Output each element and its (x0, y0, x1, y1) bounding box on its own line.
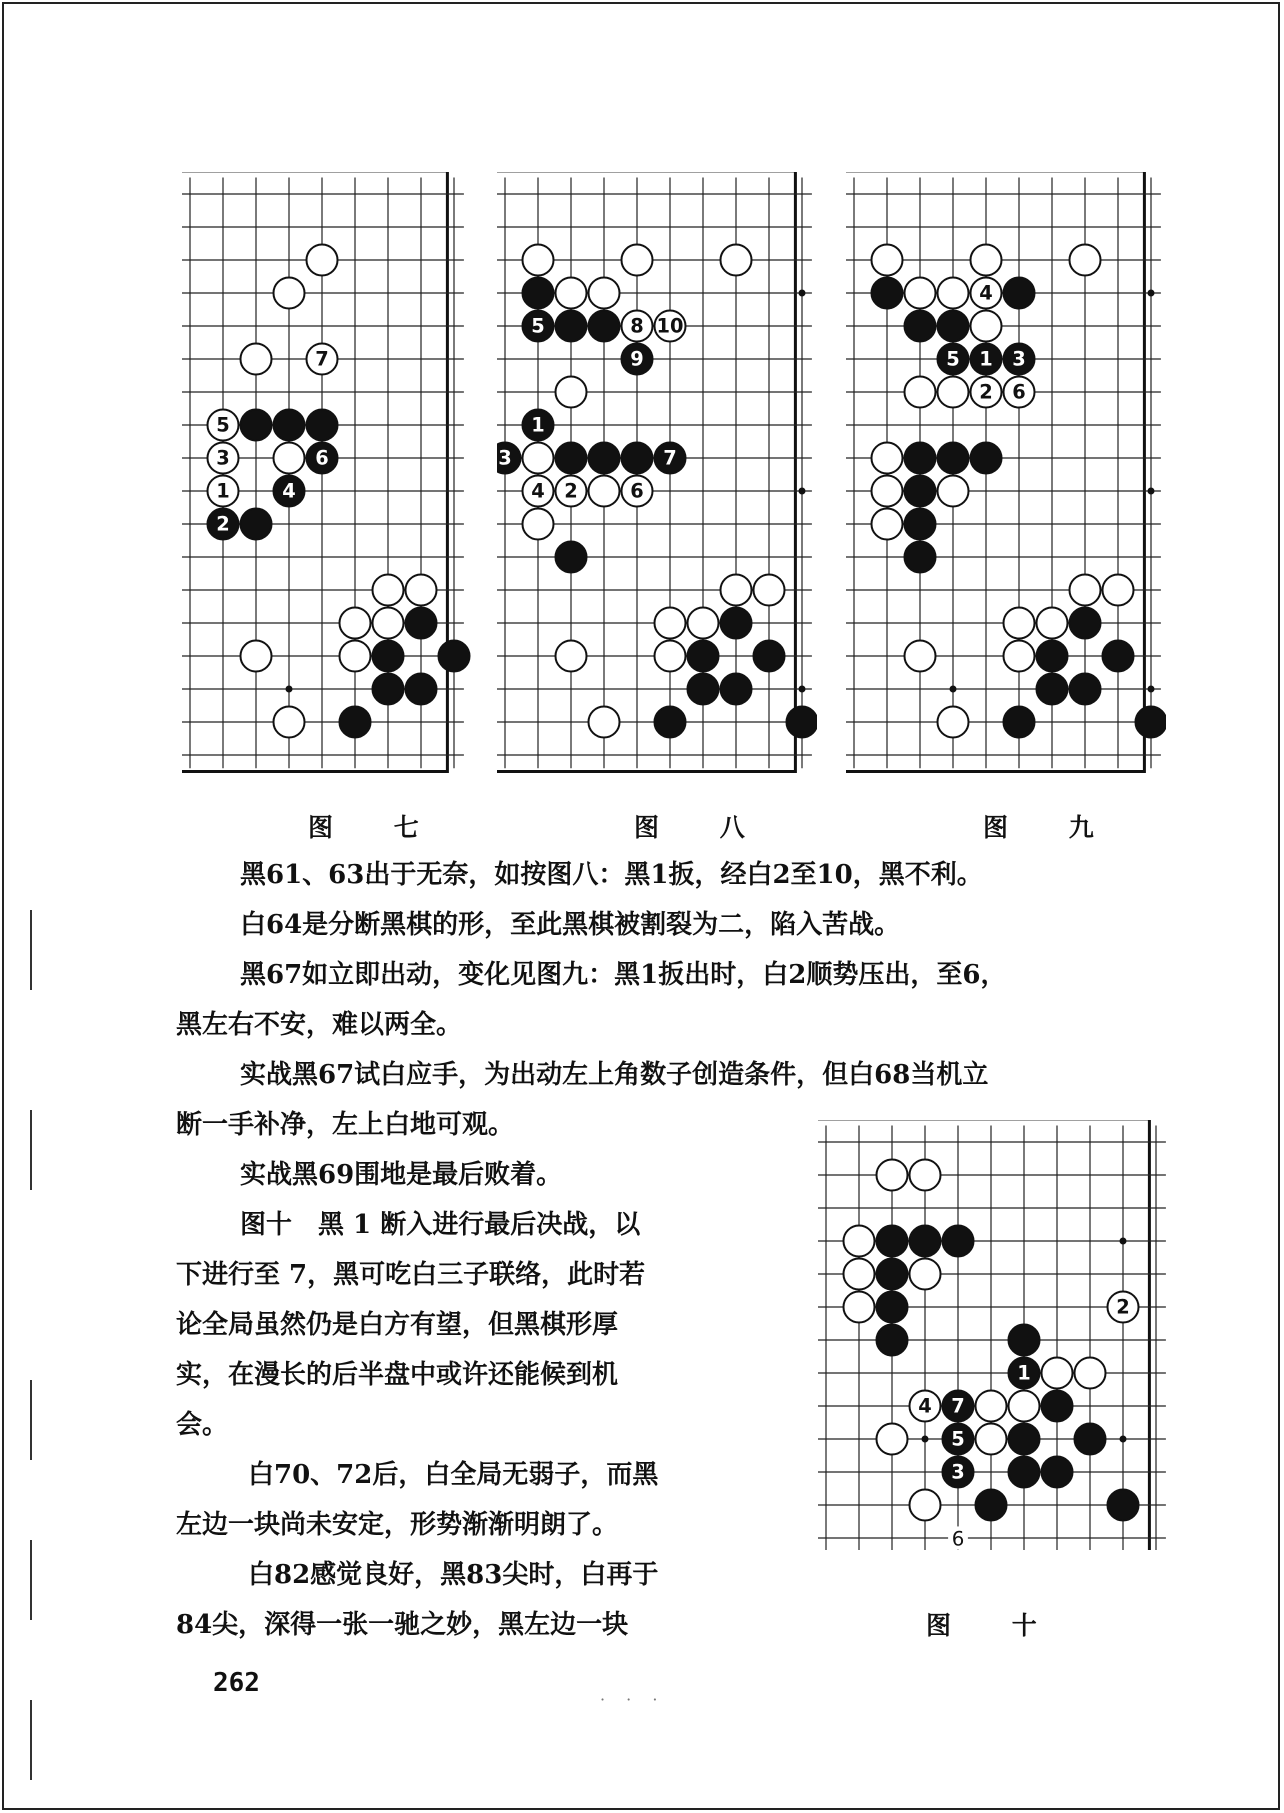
white-stone (588, 706, 619, 737)
star-point (1120, 1436, 1127, 1443)
black-stone (207, 508, 238, 539)
paragraph-line: 黑61、63出于无奈，如按图八：黑1扳，经白2至10，黑不利。 (240, 860, 983, 890)
white-stone (522, 508, 553, 539)
paragraph-line: 黑67如立即出动，变化见图九：黑1扳出时，白2顺势压出，至6， (240, 960, 1007, 990)
black-stone (904, 508, 935, 539)
black-stone (497, 442, 521, 473)
white-stone (970, 310, 1001, 341)
black-stone (937, 310, 968, 341)
paragraph-line: 黑左右不安，难以两全。 (176, 1010, 463, 1040)
white-stone (1008, 1390, 1039, 1421)
white-stone (339, 640, 370, 671)
black-stone (753, 640, 784, 671)
black-stone (555, 310, 586, 341)
white-stone (555, 376, 586, 407)
figure-caption: 图 九 (983, 813, 1120, 842)
white-stone (970, 376, 1001, 407)
black-stone (555, 442, 586, 473)
white-stone (405, 574, 436, 605)
white-stone (588, 475, 619, 506)
black-stone (306, 442, 337, 473)
white-stone (654, 310, 685, 341)
black-stone (1102, 640, 1133, 671)
black-stone (1008, 1324, 1039, 1355)
move-number: 2 (216, 512, 230, 536)
scan-specks: · · · (600, 1690, 666, 1709)
paragraph-line: 实战黑69围地是最后败着。 (240, 1160, 563, 1190)
black-stone (240, 508, 271, 539)
figure-caption: 图 十 (926, 1611, 1063, 1640)
white-stone (1003, 376, 1034, 407)
white-stone (975, 1390, 1006, 1421)
black-stone (876, 1258, 907, 1289)
white-stone (753, 574, 784, 605)
figure-caption: 图 七 (308, 813, 445, 842)
move-number: 5 (531, 314, 545, 338)
black-stone (876, 1324, 907, 1355)
black-stone (522, 310, 553, 341)
move-number: 1 (979, 347, 993, 371)
move-number: 3 (216, 446, 230, 470)
star-point (1148, 290, 1155, 297)
black-stone (1008, 1423, 1039, 1454)
black-stone (1008, 1357, 1039, 1388)
black-stone (720, 607, 751, 638)
white-stone (1107, 1291, 1138, 1322)
margin-line (30, 1540, 32, 1620)
black-stone (240, 409, 271, 440)
black-stone (588, 442, 619, 473)
white-stone (1069, 244, 1100, 275)
black-stone (1074, 1423, 1105, 1454)
white-stone (339, 607, 370, 638)
star-point (1120, 1238, 1127, 1245)
white-stone (273, 277, 304, 308)
white-stone (1036, 607, 1067, 638)
star-point (950, 686, 957, 693)
go-board-diagram (846, 172, 1166, 780)
white-stone (909, 1159, 940, 1190)
black-stone (975, 1489, 1006, 1520)
white-stone (240, 640, 271, 671)
white-stone (1074, 1357, 1105, 1388)
margin-line (30, 1110, 32, 1190)
black-stone (1107, 1489, 1138, 1520)
black-stone (909, 1225, 940, 1256)
go-board-figure-8 (497, 172, 817, 780)
black-stone (621, 442, 652, 473)
black-stone (339, 706, 370, 737)
white-stone (621, 475, 652, 506)
paragraph-line: 左边一块尚未安定，形势渐渐明朗了。 (176, 1510, 619, 1540)
white-stone (654, 640, 685, 671)
move-number: 5 (946, 347, 960, 371)
white-stone (306, 244, 337, 275)
black-stone (904, 475, 935, 506)
move-number: 4 (979, 281, 993, 305)
star-point (922, 1436, 929, 1443)
white-stone (909, 1390, 940, 1421)
move-number: 7 (951, 1394, 965, 1418)
go-board-diagram (818, 1120, 1172, 1550)
move-number: 9 (630, 347, 644, 371)
black-stone (306, 409, 337, 440)
black-stone (1041, 1456, 1072, 1487)
black-stone (405, 673, 436, 704)
white-stone (904, 277, 935, 308)
move-number: 1 (1017, 1361, 1031, 1385)
white-stone (555, 640, 586, 671)
move-number: 1 (531, 413, 545, 437)
black-stone (876, 1291, 907, 1322)
white-stone (937, 376, 968, 407)
white-stone (1102, 574, 1133, 605)
paragraph-line: 白82感觉良好，黑83尖时，白再于 (248, 1560, 659, 1590)
paragraph-line: 白64是分断黑棋的形，至此黑棋被割裂为二，陷入苦战。 (240, 910, 901, 940)
move-number: 5 (216, 413, 230, 437)
black-stone (1036, 673, 1067, 704)
star-point (799, 290, 806, 297)
white-stone (273, 442, 304, 473)
black-stone (273, 409, 304, 440)
white-stone (555, 277, 586, 308)
black-stone (937, 343, 968, 374)
black-stone (942, 1225, 973, 1256)
white-stone (975, 1423, 1006, 1454)
white-stone (871, 508, 902, 539)
white-stone (937, 277, 968, 308)
white-stone (720, 574, 751, 605)
star-point (1148, 488, 1155, 495)
white-stone (937, 706, 968, 737)
grid-lines (818, 1126, 1166, 1551)
paragraph-line: 会。 (176, 1410, 229, 1440)
black-stone (1008, 1456, 1039, 1487)
black-stone (1036, 640, 1067, 671)
board-frame (818, 1120, 1149, 1550)
paragraph-line: 84尖，深得一张一驰之妙，黑左边一块 (176, 1610, 629, 1640)
black-stone (588, 310, 619, 341)
black-stone (1041, 1390, 1072, 1421)
white-stone (871, 244, 902, 275)
white-stone (843, 1291, 874, 1322)
move-number: 1 (216, 479, 230, 503)
white-stone (621, 244, 652, 275)
white-stone (970, 244, 1001, 275)
white-stone (372, 607, 403, 638)
white-stone (654, 607, 685, 638)
move-number: 4 (918, 1394, 932, 1418)
black-stone (372, 640, 403, 671)
black-stone (942, 1456, 973, 1487)
move-number: 3 (498, 446, 512, 470)
black-stone (937, 442, 968, 473)
page-number: 262 (213, 1668, 260, 1698)
move-number: 10 (656, 314, 684, 338)
move-number: 7 (315, 347, 329, 371)
move-number: 6 (1012, 380, 1026, 404)
white-stone (1003, 640, 1034, 671)
black-stone (1069, 607, 1100, 638)
white-stone (909, 1258, 940, 1289)
black-stone (876, 1225, 907, 1256)
move-number: 5 (951, 1427, 965, 1451)
go-board-diagram (182, 172, 472, 780)
black-stone (687, 640, 718, 671)
white-stone (871, 475, 902, 506)
figure-caption: 图 八 (634, 813, 771, 842)
white-stone (522, 442, 553, 473)
paragraph-line: 实战黑67试白应手，为出动左上角数子创造条件，但白68当机立 (240, 1060, 989, 1090)
white-stone (240, 343, 271, 374)
black-stone (687, 673, 718, 704)
white-stone (843, 1225, 874, 1256)
black-stone (555, 541, 586, 572)
white-stone (522, 475, 553, 506)
paragraph-line: 论全局虽然仍是白方有望，但黑棋形厚 (176, 1310, 619, 1340)
white-stone (207, 442, 238, 473)
black-stone (720, 673, 751, 704)
white-stone (720, 244, 751, 275)
move-number: 4 (282, 479, 296, 503)
black-stone (1003, 706, 1034, 737)
black-stone (654, 706, 685, 737)
black-stone (522, 409, 553, 440)
black-stone (1135, 706, 1166, 737)
star-point (286, 686, 293, 693)
black-stone (942, 1423, 973, 1454)
white-stone (522, 244, 553, 275)
white-stone (207, 409, 238, 440)
black-stone (904, 310, 935, 341)
white-stone (306, 343, 337, 374)
white-stone (904, 376, 935, 407)
move-number: 6 (315, 446, 329, 470)
move-number: 2 (1116, 1295, 1130, 1319)
white-stone (937, 475, 968, 506)
move-number: 3 (951, 1460, 965, 1484)
move-number: 3 (1012, 347, 1026, 371)
white-stone (207, 475, 238, 506)
paragraph-line: 实，在漫长的后半盘中或许还能候到机 (176, 1360, 619, 1390)
black-stone (970, 343, 1001, 374)
black-stone (405, 607, 436, 638)
black-stone (942, 1390, 973, 1421)
black-stone (273, 475, 304, 506)
white-stone (588, 277, 619, 308)
star-point (799, 488, 806, 495)
black-stone (372, 673, 403, 704)
black-stone (904, 541, 935, 572)
margin-line (30, 1700, 32, 1780)
white-stone (909, 1489, 940, 1520)
black-stone (786, 706, 817, 737)
paragraph-line: 白70、72后，白全局无弱子，而黑 (248, 1460, 659, 1490)
white-stone (1069, 574, 1100, 605)
black-stone (970, 442, 1001, 473)
black-stone (654, 442, 685, 473)
move-number: 6 (630, 479, 644, 503)
white-stone (843, 1258, 874, 1289)
go-board-figure-7 (182, 172, 472, 780)
move-number: 8 (630, 314, 644, 338)
black-stone (904, 442, 935, 473)
white-stone (876, 1159, 907, 1190)
white-stone (621, 310, 652, 341)
black-stone (1069, 673, 1100, 704)
move-number: 4 (531, 479, 545, 503)
go-board-figure-10 (818, 1120, 1172, 1550)
white-stone (970, 277, 1001, 308)
white-stone (904, 640, 935, 671)
white-stone (871, 442, 902, 473)
move-number: 2 (564, 479, 578, 503)
white-stone (1041, 1357, 1072, 1388)
black-stone (871, 277, 902, 308)
white-stone (1003, 607, 1034, 638)
margin-line (30, 1380, 32, 1460)
move-number: 7 (663, 446, 677, 470)
black-stone (522, 277, 553, 308)
move-number: 2 (979, 380, 993, 404)
white-stone (876, 1423, 907, 1454)
paragraph-line: 断一手补净，左上白地可观。 (176, 1110, 515, 1140)
white-stone (273, 706, 304, 737)
move-number: 6 (951, 1527, 965, 1550)
black-stone (621, 343, 652, 374)
black-stone (438, 640, 469, 671)
star-point (1148, 686, 1155, 693)
go-board-diagram (497, 172, 817, 780)
black-stone (1003, 277, 1034, 308)
white-stone (555, 475, 586, 506)
black-stone (1003, 343, 1034, 374)
white-stone (372, 574, 403, 605)
paragraph-line: 图十 黑 1 断入进行最后决战，以 (240, 1210, 641, 1240)
margin-line (30, 910, 32, 990)
paragraph-line: 下进行至 7，黑可吃白三子联络，此时若 (176, 1260, 646, 1290)
go-board-figure-9 (846, 172, 1166, 780)
white-stone (687, 607, 718, 638)
star-point (799, 686, 806, 693)
